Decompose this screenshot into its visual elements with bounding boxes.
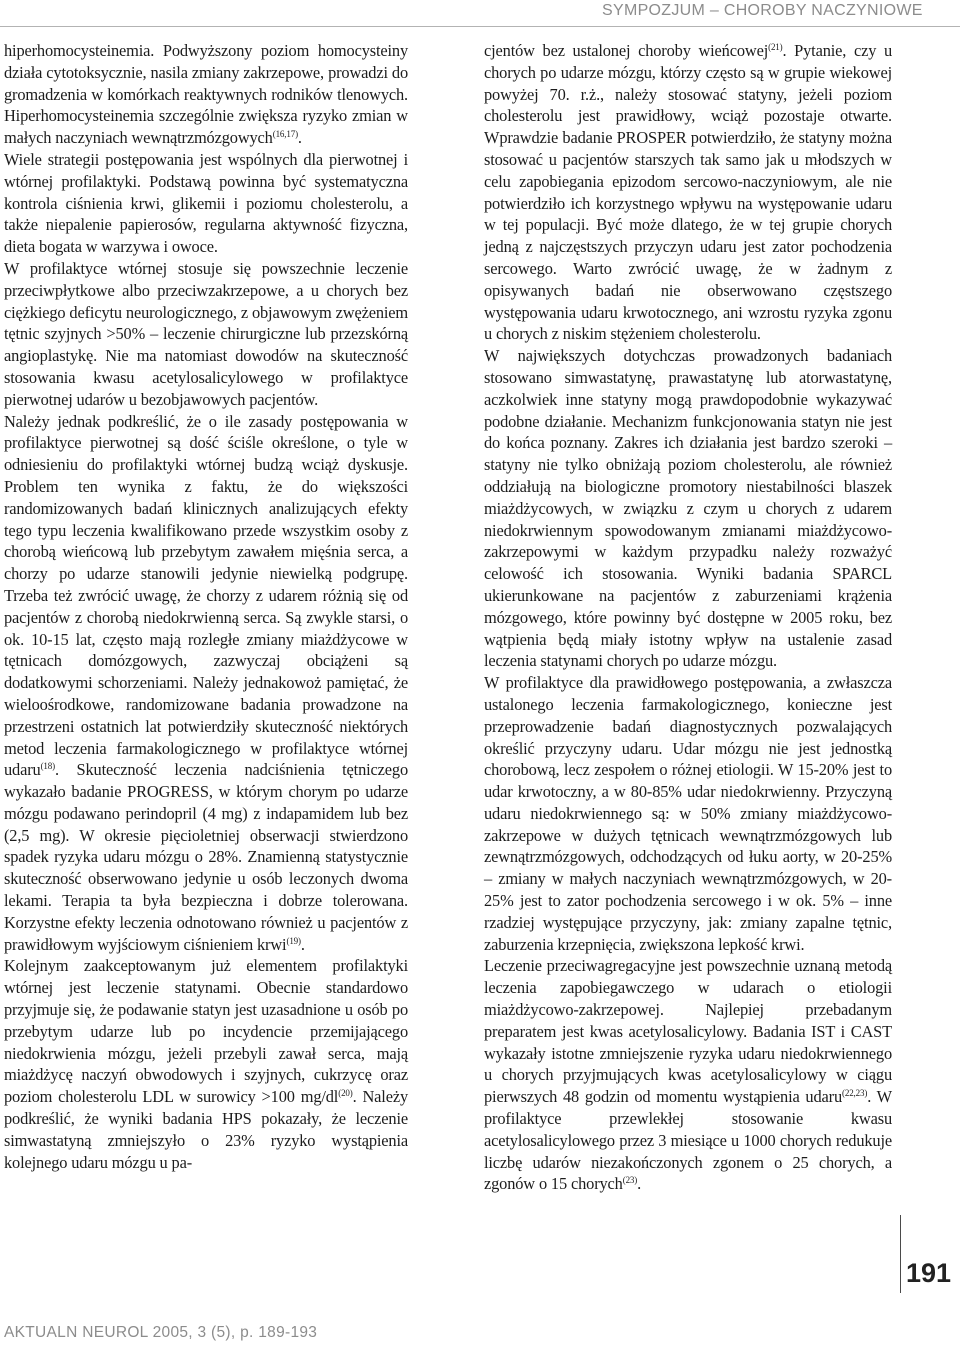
citation-ref: (20) bbox=[338, 1088, 353, 1099]
paragraph: W profilaktyce wtórnej stosuje się powszechnie leczenie przeciwpłytkowe albo przeciwzakrzepowe, a u chorych bez ciężkiego deficytu neurologicznego, z objawowym zwężeniem tętnic szyjnych >50% – leczenie chirurgiczne lub przezskórną angioplastykę. Nie ma natomiast dowodów na skuteczność stosowania kwasu acetylosalicylowego w profilaktyce pierwotnej udarów u bezobjawowych pacjentów. bbox=[4, 258, 408, 409]
citation-ref: (21) bbox=[768, 42, 783, 52]
citation-ref: (23) bbox=[622, 1175, 638, 1186]
paragraph: Wiele strategii postępowania jest wspólnych dla pierwotnej i wtórnej profilaktyki. Podstawą powinna być systematyczna kontrola ciśnienia krwi, glikemii i poziomu cholesterolu, a także niepalenie papierosów, regularna aktywność fizyczna, dieta bogata w warzywa i owoce. bbox=[4, 149, 408, 257]
page-number: 191 bbox=[906, 1258, 952, 1288]
right-column bbox=[484, 40, 892, 1195]
citation-ref: (22,23) bbox=[842, 1088, 868, 1099]
citation-ref: (19) bbox=[286, 935, 301, 946]
page-header bbox=[0, 0, 960, 27]
paragraph: hiperhomocysteinemia. Podwyższony poziom homocysteiny działa cytotoksycznie, nasila zmiany zakrzepowe, prowadzi do gromadzenia w komórkach reaktywnych rodników tlenowych. Hiperhomocysteinemia szczególnie zwiększa ryzyko zmian w małych naczyniach wewnątrzmózgowych$^{(16,17)}$. bbox=[4, 41, 408, 148]
paragraph: Leczenie przeciwagregacyjne jest powszechnie uznaną metodą leczenia zapobiegawczego w udarach o etiologii miażdżycowo-zakrzepowej. Najlepiej przebadanym preparatem jest kwas acetylosalicylowy. Badania IST i CAST wykazały istotne zmniejszenie ryzyka udaru niedokrwiennego u chorych przyjmujących kwas acetylosalicylowy w ciągu pierwszych 48 godzin od momentu wystąpienia udaru$^{(22,23)}$. W profilaktyce przewlekłej stosowanie kwasu acetylosalicylowego przez 3 miesiące u 1000 chorych redukuje liczbę udarów niezakończonych zgonem o 25 chorych, a zgonów o 15 chorych$^{(23)}$. bbox=[484, 956, 892, 1194]
journal-citation: AKTUALN NEUROL 2005, 3 (5), p. 189-193 bbox=[4, 1324, 318, 1341]
paragraph: W największych dotychczas prowadzonych badaniach stosowano simwastatynę, prawastatynę lub atorwastatynę, aczkolwiek inne statyny mogą prawdopodobnie wykazywać podobne działanie. Mechanizm funkcjonowania statyn nie jest do końca poznany. Zakres ich działania jest bardzo szeroki – statyny nie tylko obniżają poziom cholesterolu, ale również oddziałują na biologiczne promotory niestabilności blaszek miażdżycowych, w związku z czym u chorych z udarem niedokrwiennym spowodowanym zmianami miażdżycowo-zakrzepowymi w każdym przypadku należy rozważyć celowość ich stosowania. Wyniki badania SPARCL ukierunkowane na pacjentów z zaburzeniami krążenia mózgowego, które powinny być dostępne w 2005 roku, bez wątpienia będą miały istotny wpływ na ustalenie zasad leczenia statynami chorych po udarze mózgu. bbox=[484, 346, 892, 671]
paragraph: Należy jednak podkreślić, że o ile zasady postępowania w profilaktyce pierwotnej są dość ściśle określone, o tyle w odniesieniu do profilaktyki wtórnej budzą wciąż dyskusje. Problem ten wynika z faktu, że do większości randomizowanych badań klinicznych analizujących efekty tego typu leczenia kwalifikowano przede wszystkim osoby z chorobą wieńcową lub przebytym zawałem mięśnia serca, a chorzy po udarze stanowili jedynie niewielką podgrupę. Trzeba też zwrócić uwagę, że chorzy z udarem różnią się od pacjentów z chorobą niedokrwienną serca. Są zwykle starsi, o ok. 10-15 lat, często mają rozległe zmiany miażdżycowe w tętnicach domózgowych, zazwyczaj obciążeni są dodatkowymi schorzeniami. Należy jednakowoż pamiętać, że wieloośrodkowe, randomizowane badania prowadzone na przestrzeni ostatnich lat potwierdziły skuteczność niektórych metod leczenia farmakologicznego w profilaktyce wtórnej udaru$^{(18)}$. Skuteczność leczenia nadciśnienia tętniczego wykazało badanie PROGRESS, w którym chorym po udarze mózgu podawano perindopril (4 mg) z indapamidem lub bez (2,5 mg). W okresie pięcioletniej obserwacji stwierdzono spadek ryzyka udaru mózgu o 28%. Znamienną statystycznie skuteczność obserwowano jedynie u osób leczonych dwoma lekami. Terapia ta była bezpieczna i dobrze tolerowana. Korzystne efekty leczenia odnotowano również u pacjentów z prawidłowym wyjściowym ciśnieniem krwi$^{(19)}$. bbox=[4, 411, 408, 954]
page-number-rule bbox=[900, 1215, 901, 1293]
section-title: SYMPOZJUM – CHOROBY NACZYNIOWE bbox=[602, 2, 923, 19]
paragraph: cjentów bez ustalonej choroby wieńcowej$^{(21)}$. Pytanie, czy u chorych po udarze mózgu, którzy często są w grupie wiekowej powyżej 70. r.ż., należy stosować statyny, jeżeli poziom cholesterolu jest prawidłowy, wciąż pozostaje otwarte. Wprawdzie badanie PROSPER potwierdziło, że statyny można stosować u pacjentów starszych tak samo jak u młodszych w celu zapobiegania epizodom sercowo-naczyniowym, ale nie potwierdziło ich korzystnego wpływu na występowanie udaru w tej populacji. Być może dlatego, że w tej grupie chorych jedną z najczęstszych przyczyn udaru jest zator pochodzenia sercowego. Warto zwrócić uwagę, że w żadnym z opisywanych badań nie obserwowano częstszego występowania udaru krwotocznego, ani wzrostu ryzyka zgonu u chorych z niskim stężeniem cholesterolu. bbox=[484, 41, 892, 344]
paragraph: Kolejnym zaakceptowanym już elementem profilaktyki wtórnej jest leczenie statynami. Obecnie standardowo przyjmuje się, że podawanie statyn jest uzasadnione u osób po przebytym udarze lub po incydencie przemijającego niedokrwienia mózgu, jeżeli przebyli zawał serca, mają miażdżycę naczyń obwodowych i szyjnych, cukrzycę oraz poziom cholesterolu LDL w surowicy >100 $mg/dl^{(20)}$. Należy podkreślić, że wyniki badania HPS pokazały, że leczenie simwastatyną zmniejszyło o 23% ryzyko wystąpienia kolejnego udaru mózgu u pa- bbox=[4, 956, 409, 1172]
citation-ref: (18) bbox=[40, 761, 55, 772]
paragraph: W profilaktyce dla prawidłowego postępowania, a zwłaszcza ustalonego leczenia farmakologicznego, konieczne jest przeprowadzenie badań diagnostycznych pozwalających określić przyczyny udaru. Udar mózgu nie jest jednostką chorobową, lecz zespołem o różnej etiologii. W 15-20% jest to udar krwotoczny, a w 80-85% udar niedokrwienny. Przyczyną udaru niedokrwiennego są: w 50% zmiany miażdżycowo-zakrzepowe w dużych tętnicach wewnątrzmózgowych lub zewnątrzmózgowych, odchodzących od łuku aorty, w 20-25% – zmiany w małych naczyniach wewnątrzmózgowych, w 20-25% jest to zator pochodzenia sercowego i w ok. 5% – inne rzadziej występujące przyczyny, jak: zmiany zapalne tętnic, zaburzenia krzepnięcia, zwiększona lepkość krwi. bbox=[484, 673, 892, 954]
citation-ref: (16,17) bbox=[272, 129, 298, 140]
left-column bbox=[4, 40, 408, 1173]
